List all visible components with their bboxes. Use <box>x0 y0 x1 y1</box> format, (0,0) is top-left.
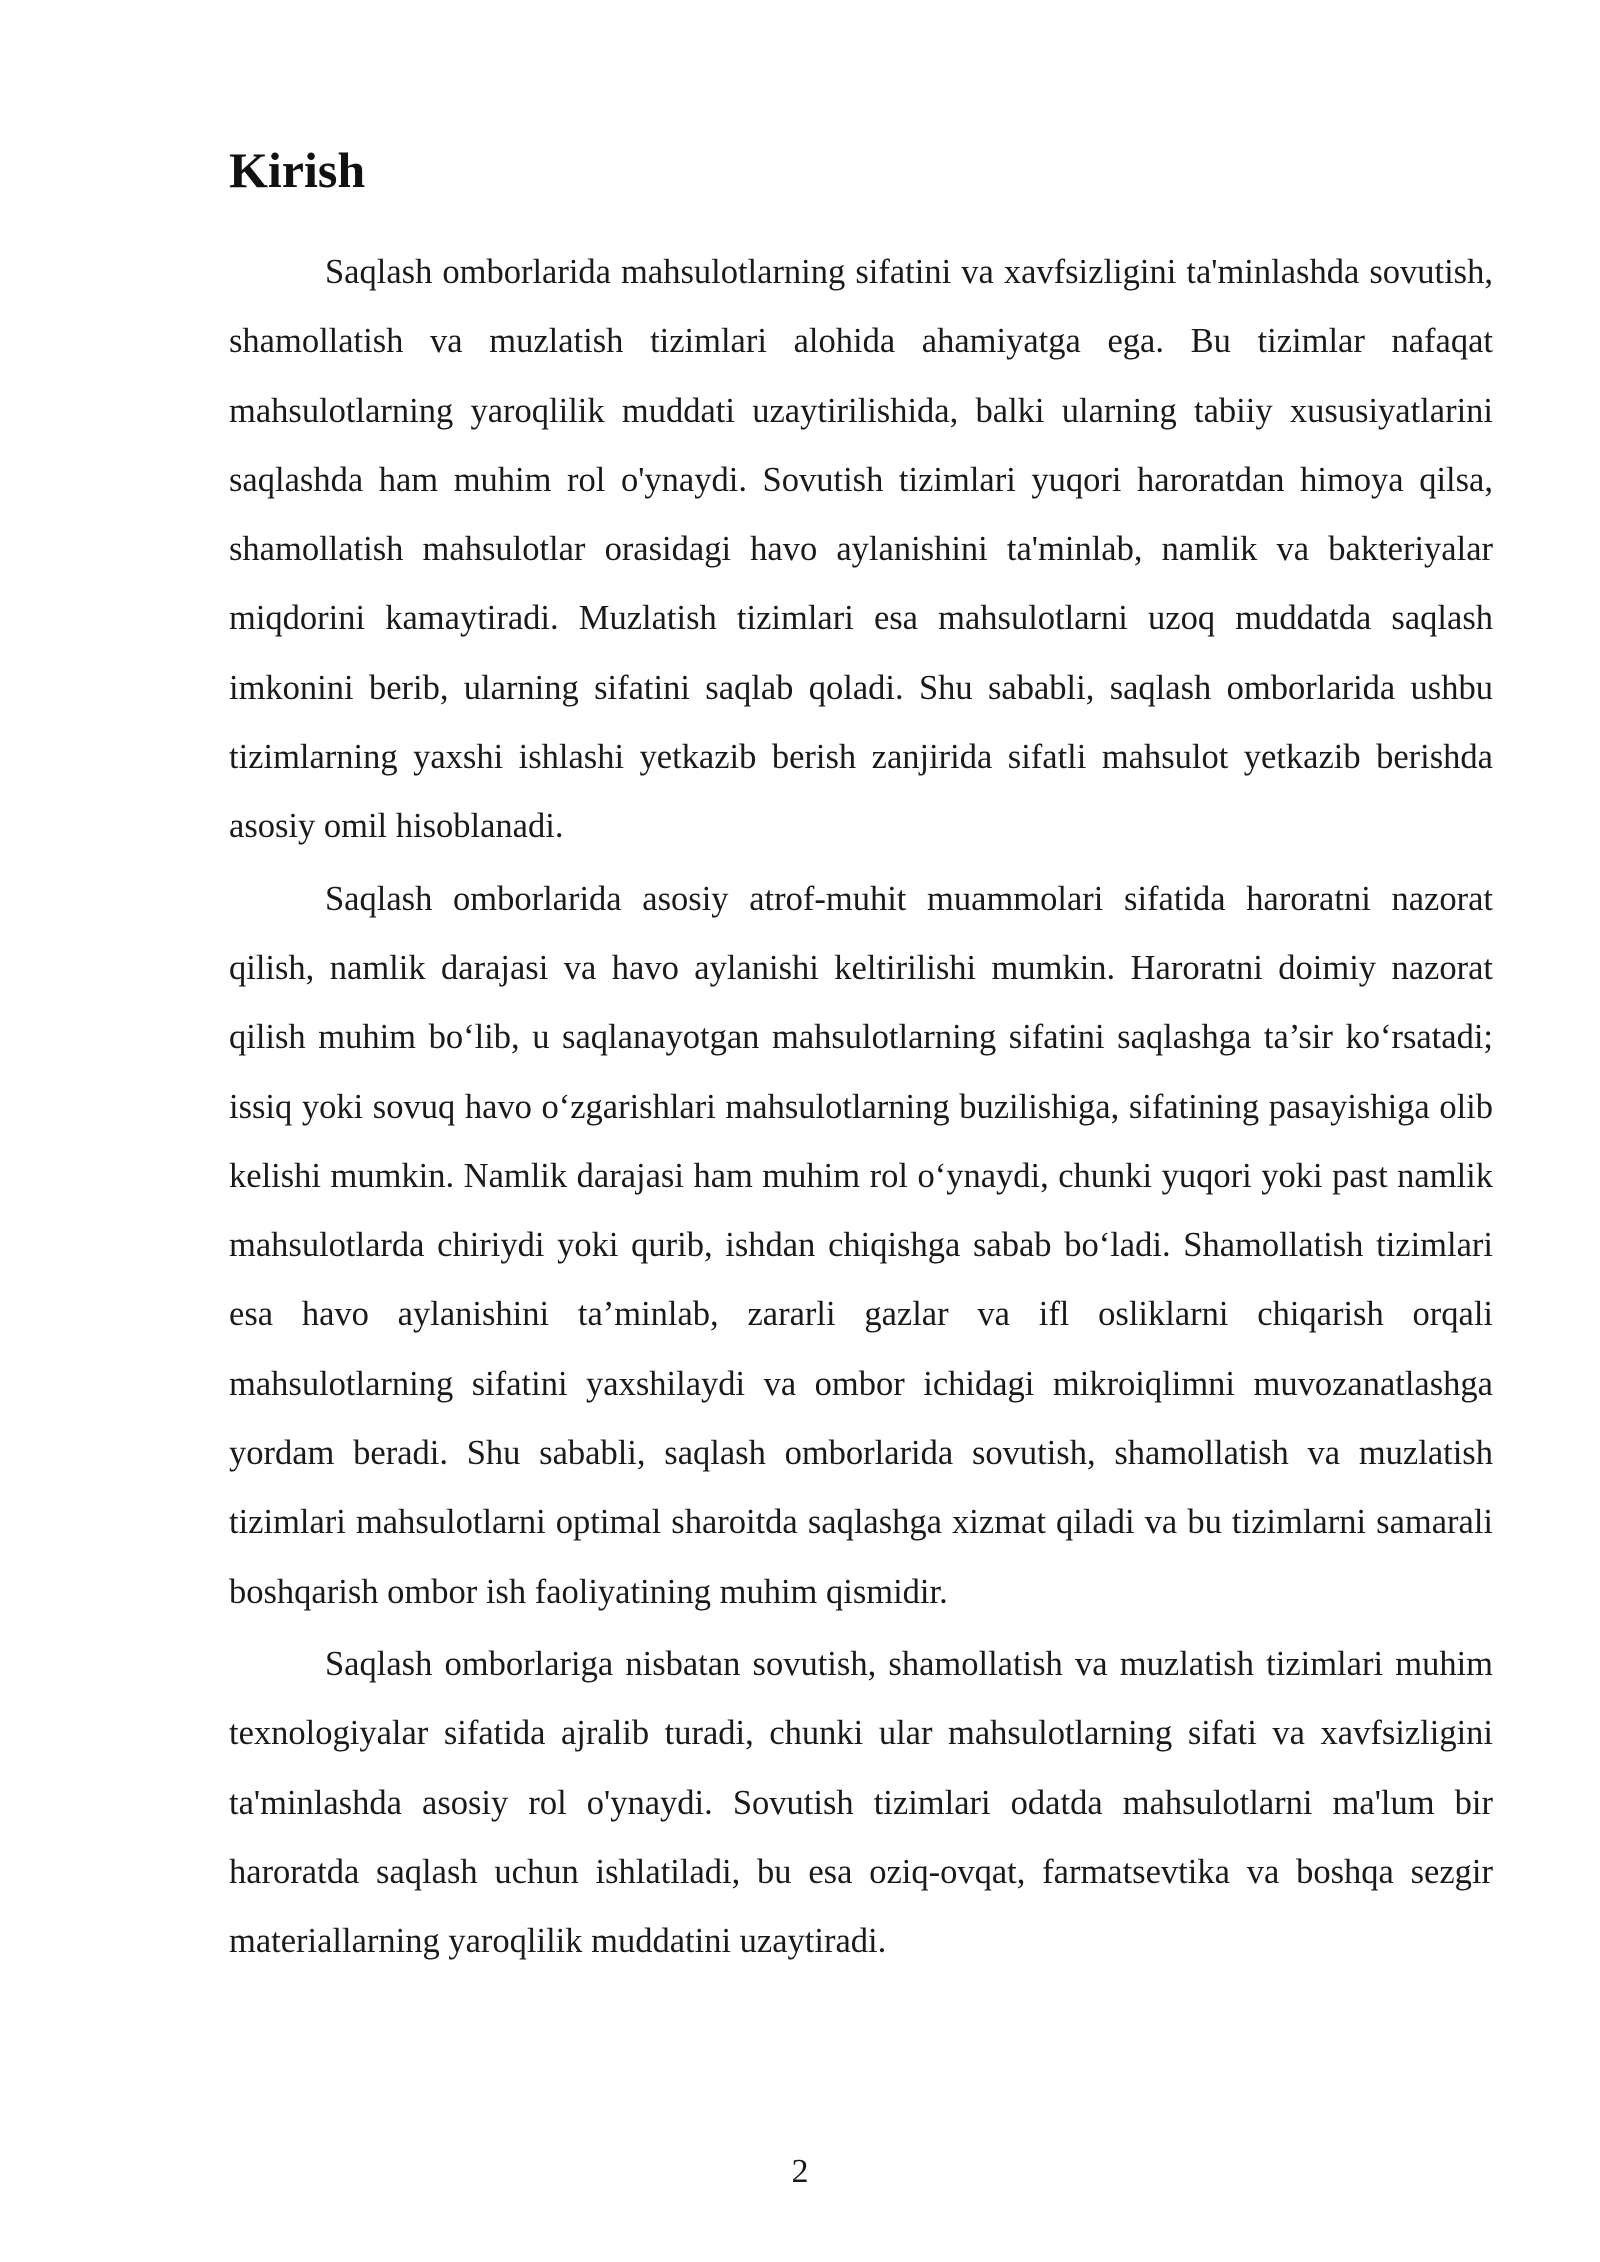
paragraph-1: Saqlash omborlarida mahsulotlarning sifatini va xavfsizligini ta'minlashda sovutish, shamollatish va muzlatish tizimlari alohida ahamiyatga ega. Bu tizimlar nafaqat mahsulotlarning yaroqlilik muddati uzaytirilishida, balki ularning tabiiy xususiyatlarini saqlashda ham muhim rol o'ynaydi. Sovutish tizimlari yuqori haroratdan himoya qilsa, shamollatish mahsulotlar orasidagi havo aylanishini ta'minlab, namlik va bakteriyalar miqdorini kamaytiradi. Muzlatish tizimlari esa mahsulotlarni uzoq muddatda saqlash imkonini berib, ularning sifatini saqlab qoladi. Shu sababli, saqlash omborlarida ushbu tizimlarning yaxshi ishlashi yetkazib berish zanjirida sifatli mahsulot yetkazib berishda asosiy omil hisoblanadi. <box>229 253 1493 846</box>
paragraph-2: Saqlash omborlarida asosiy atrof-muhit muammolari sifatida haroratni nazorat qilish, namlik darajasi va havo aylanishi keltirilishi mumkin. Haroratni doimiy nazorat qilish muhim bo‘lib, u saqlanayotgan mahsulotlarning sifatini saqlashga ta’sir ko‘rsatadi; issiq yoki sovuq havo o‘zgarishlari mahsulotlarning buzilishiga, sifatining pasayishiga olib kelishi mumkin. Namlik darajasi ham muhim rol o‘ynaydi, chunki yuqori yoki past namlik mahsulotlarda chiriydi yoki qurib, ishdan chiqishga sabab bo‘ladi. Shamollatish tizimlari esa havo aylanishini ta’minlab, zararli gazlar va ifl osliklarni chiqarish orqali mahsulotlarning sifatini yaxshilaydi va ombor ichidagi mikroiqlimni muvozanatlashga yordam beradi. Shu sababli, saqlash omborlarida sovutish, shamollatish va muzlatish tizimlari mahsulotlarni optimal sharoitda saqlashga xizmat qiladi va bu tizimlarni samarali boshqarish ombor ish faoliyatining muhim qismidir. <box>229 879 1493 1611</box>
paragraph-3: Saqlash omborlariga nisbatan sovutish, shamollatish va muzlatish tizimlari muhim texnologiyalar sifatida ajralib turadi, chunki ular mahsulotlarning sifati va xavfsizligini ta'minlashda asosiy rol o'ynaydi. Sovutish tizimlari odatda mahsulotlarni ma'lum bir haroratda saqlash uchun ishlatiladi, bu esa oziq-ovqat, farmatsevtika va boshqa sezgir materiallarning yaroqlilik muddatini uzaytiradi. <box>229 1644 1493 1961</box>
section-heading: Kirish <box>229 142 366 198</box>
page-number: 2 <box>791 2153 809 2190</box>
body-text <box>229 238 1493 1979</box>
